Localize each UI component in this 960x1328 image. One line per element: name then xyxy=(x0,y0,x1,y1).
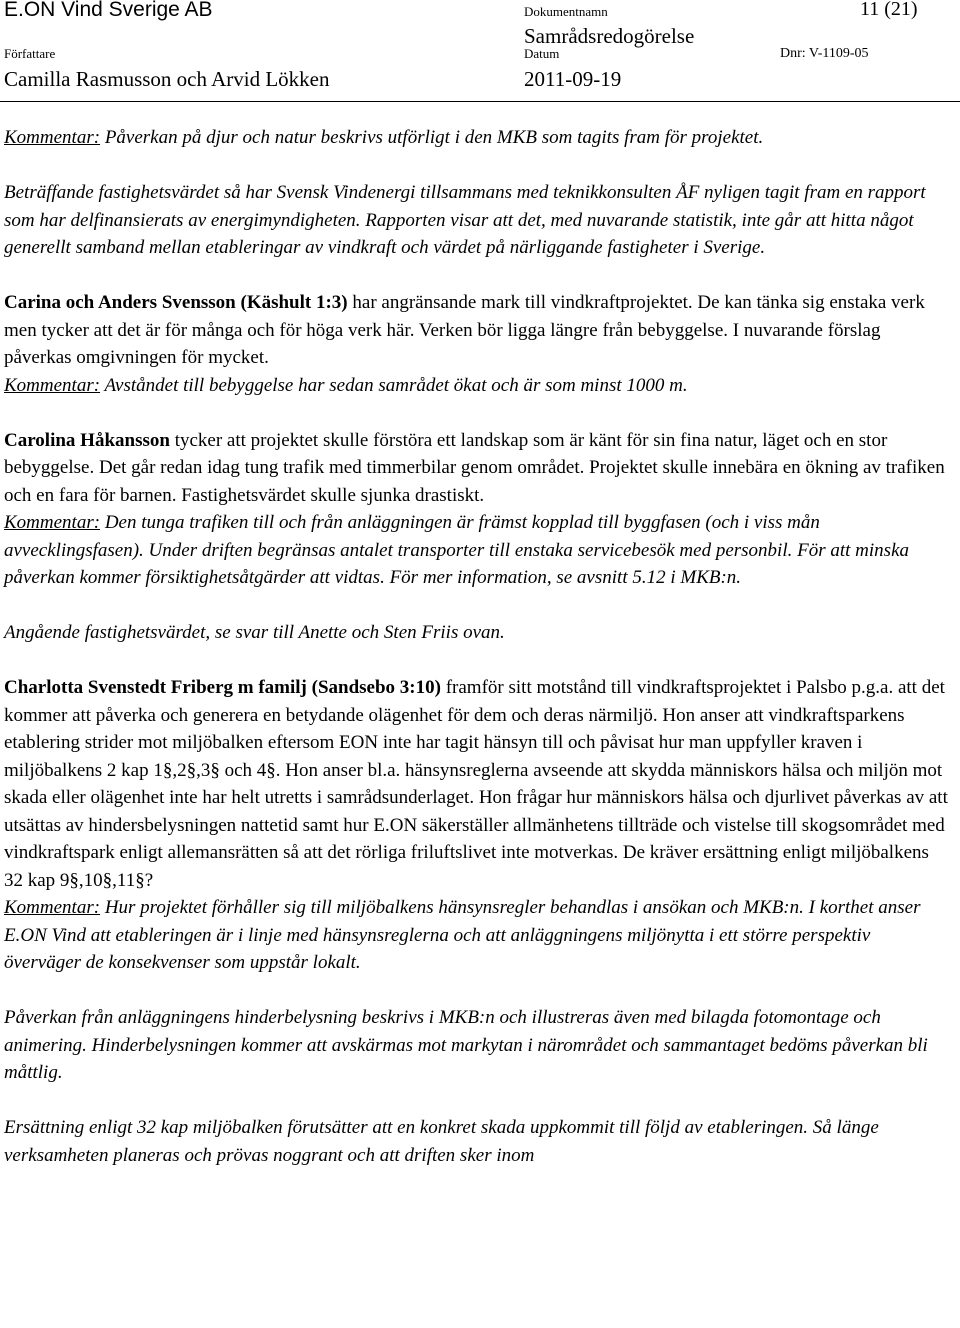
paragraph-3 xyxy=(4,289,950,399)
doc-name-label: Dokumentnamn xyxy=(524,4,608,19)
date-label: Datum xyxy=(524,46,560,61)
comment-label: Kommentar: xyxy=(4,374,101,396)
page-header xyxy=(0,0,960,118)
diary-number: Dnr: V-1109-05 xyxy=(780,46,869,61)
comment xyxy=(4,512,909,588)
paragraph-8: Ersättning enligt 32 kap miljöbalken förutsätter att en konkret skada uppkommit till följd av etableringen. Så länge verksamheten planeras och prövas noggrant och att driften sker inom xyxy=(4,1117,879,1166)
doc-name: Samrådsredogörelse xyxy=(524,24,695,48)
paragraph-5: Angående fastighetsvärdet, se svar till Anette och Sten Friis ovan. xyxy=(4,622,505,643)
comment xyxy=(4,375,688,396)
submission-text: tycker att projektet skulle förstöra ett landskap som är känt för sin fina natur, läget och en stor bebyggelse. Det går redan idag tung trafik med timmerbilar genom området. Projektet skulle innebära en ökning av trafiken och en fara för barnen. Fastighetsvärdet skulle sjunka drastiskt. xyxy=(4,429,945,506)
comment-label: Kommentar: xyxy=(4,512,101,533)
comment-text: Avståndet till bebyggelse har sedan samrådet ökat och är som minst 1000 m. xyxy=(100,374,688,396)
comment-label: Kommentar: xyxy=(4,127,101,148)
document-date: 2011-09-19 xyxy=(524,67,622,91)
person-name: Carina och Anders Svensson (Käshult 1:3) xyxy=(4,292,348,313)
company-name: E.ON Vind Sverige AB xyxy=(4,0,213,21)
paragraph-2: Beträffande fastighetsvärdet så har Svensk Vindenergi tillsammans med teknikkonsulten ÅF nyligen tagit fram en rapport som har delfinansierats av energimyndigheten. Rapporten visar att det, med nuvarande statistik, inte går att hitta något generellt samband mellan etableringar av vindkraft och värdet på närliggande fastigheter i Sverige. xyxy=(4,182,926,258)
document-body xyxy=(4,124,950,1169)
person-name: Carolina Håkansson xyxy=(4,429,170,451)
comment-text: Den tunga trafiken till och från anläggningen är främst kopplad till byggfasen (och i viss mån avvecklingsfasen). Under driften begränsas antalet transporter till enstaka servicebesök med personbil. För att minska påverkan kommer försiktighetsåtgärder att vidtas. För mer information, se avsnitt 5.12 i MKB:n. xyxy=(4,512,909,588)
comment-text: Påverkan på djur och natur beskrivs utförligt i den MKB som tagits fram för projektet. xyxy=(100,127,764,148)
paragraph-4 xyxy=(4,427,950,592)
submission-text: har angränsande mark till vindkraftprojektet. De kan tänka sig enstaka verk men tycker att det är för många och för höga verk här. Verken bör ligga längre från bebyggelse. I nuvarande förslag påverkas omgivningen för mycket. xyxy=(4,292,925,368)
paragraph-6 xyxy=(4,674,950,977)
paragraph-7: Påverkan från anläggningens hinderbelysning beskrivs i MKB:n och illustreras även med bilagda fotomontage och animering. Hinderbelysningen kommer att avskärmas mot markytan i närområdet och sammantaget bedöms påverkan bli måttlig. xyxy=(4,1007,928,1083)
author-label: Författare xyxy=(4,46,56,61)
comment-label: Kommentar: xyxy=(4,897,101,918)
person-name: Charlotta Svenstedt Friberg m familj (Sandsebo 3:10) xyxy=(4,677,441,698)
author-names: Camilla Rasmusson och Arvid Lökken xyxy=(4,67,330,91)
header-divider xyxy=(0,101,960,102)
paragraph-1 xyxy=(4,124,950,152)
comment xyxy=(4,897,921,973)
page-number: 11 (21) xyxy=(860,0,918,20)
comment-text: Hur projektet förhåller sig till miljöbalkens hänsynsregler behandlas i ansökan och MKB:n. I korthet anser E.ON Vind att etableringen är i linje med hänsynsreglerna och att anläggningens miljönytta i ett större perspektiv överväger de konsekvenser som uppstår lokalt. xyxy=(4,897,921,973)
submission-text: framför sitt motstånd till vindkraftsprojektet i Palsbo p.g.a. att det kommer att påverka och generera en betydande olägenhet för dem och deras närmiljö. Hon anser att vindkraftsparkens etablering strider mot miljöbalken eftersom EON inte har tagit hänsyn till och påvisat hur man uppfyller kraven i miljöbalkens 2 kap 1§,2§,3§ och 4§. Hon anser bl.a. hänsynsreglerna avseende att skydda människors hälsa och miljön mot skada eller olägenhet inte har helt utretts i samrådsunderlaget. Hon frågar hur människors hälsa och djurlivet påverkas av att utsättas av hindersbelysningen nattetid samt hur E.ON säkerställer allmänhetens tillträde och vistelse till skogsområdet med vindkraftspark enligt allemansrätten så att det rörliga friluftslivet inte motverkas. De kräver ersättning enligt miljöbalkens 32 kap 9§,10§,11§? xyxy=(4,677,948,891)
